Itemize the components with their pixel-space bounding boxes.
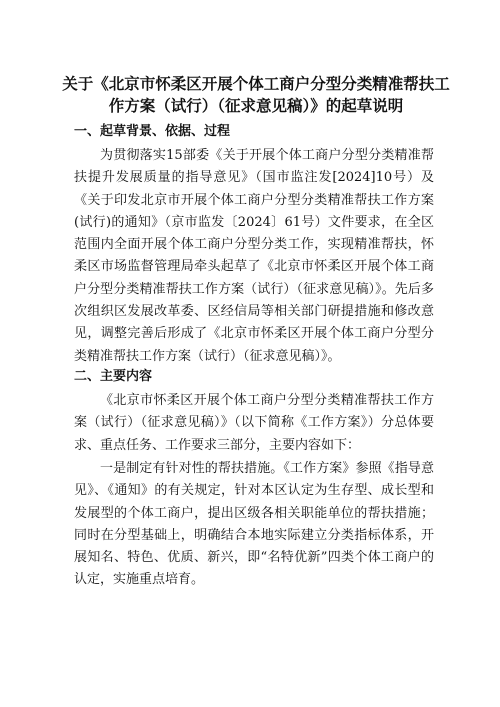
paragraph-main-content-intro: 《北京市怀柔区开展个体工商户分型分类精准帮扶工作方案（试行）（征求意见稿）》（以下简称《工作方案》）分总体要求、重点任务、工作要求三部分，主要内容如下： bbox=[74, 393, 434, 453]
paragraph-support-measures: 一是制定有针对性的帮扶措施。《工作方案》参照《指导意见》、《通知》的有关规定，针对本区认定为生存型、成长型和发展型的个体工商户，提出区级各相关职能单位的帮扶措施；同时在分型基础上，明确结合本地实际建立分类指标体系，开展知名、特色、优质、新兴，即“名特优新”四类个体工商户的认定，实施重点培育。 bbox=[74, 461, 434, 588]
document-title: 关于《北京市怀柔区开展个体工商户分型分类精准帮扶工作方案（试行）（征求意见稿）》的起草说明 bbox=[62, 75, 450, 115]
paragraph-background: 为贯彻落实15部委《关于开展个体工商户分型分类精准帮扶提升发展质量的指导意见》（国市监注发[2024]10号）及《关于印发北京市开展个体工商户分型分类精准帮扶工作方案(试行)的通知》（京市监发〔2024〕61号）文件要求，在全区范围内全面开展个体工商户分型分类工作，实现精准帮扶，怀柔区市场监督管理局牵头起草了《北京市怀柔区开展个体工商户分型分类精准帮扶工作方案（试行）（征求意见稿）》。先后多次组织区发展改革委、区经信局等相关部门研提措施和修改意见，调整完善后形成了《北京市怀柔区开展个体工商户分型分类精准帮扶工作方案（试行）（征求意见稿）》。 bbox=[74, 148, 434, 364]
section-heading-main-content: 二、主要内容 bbox=[74, 369, 153, 384]
section-heading-background: 一、起草背景、依据、过程 bbox=[74, 124, 231, 139]
